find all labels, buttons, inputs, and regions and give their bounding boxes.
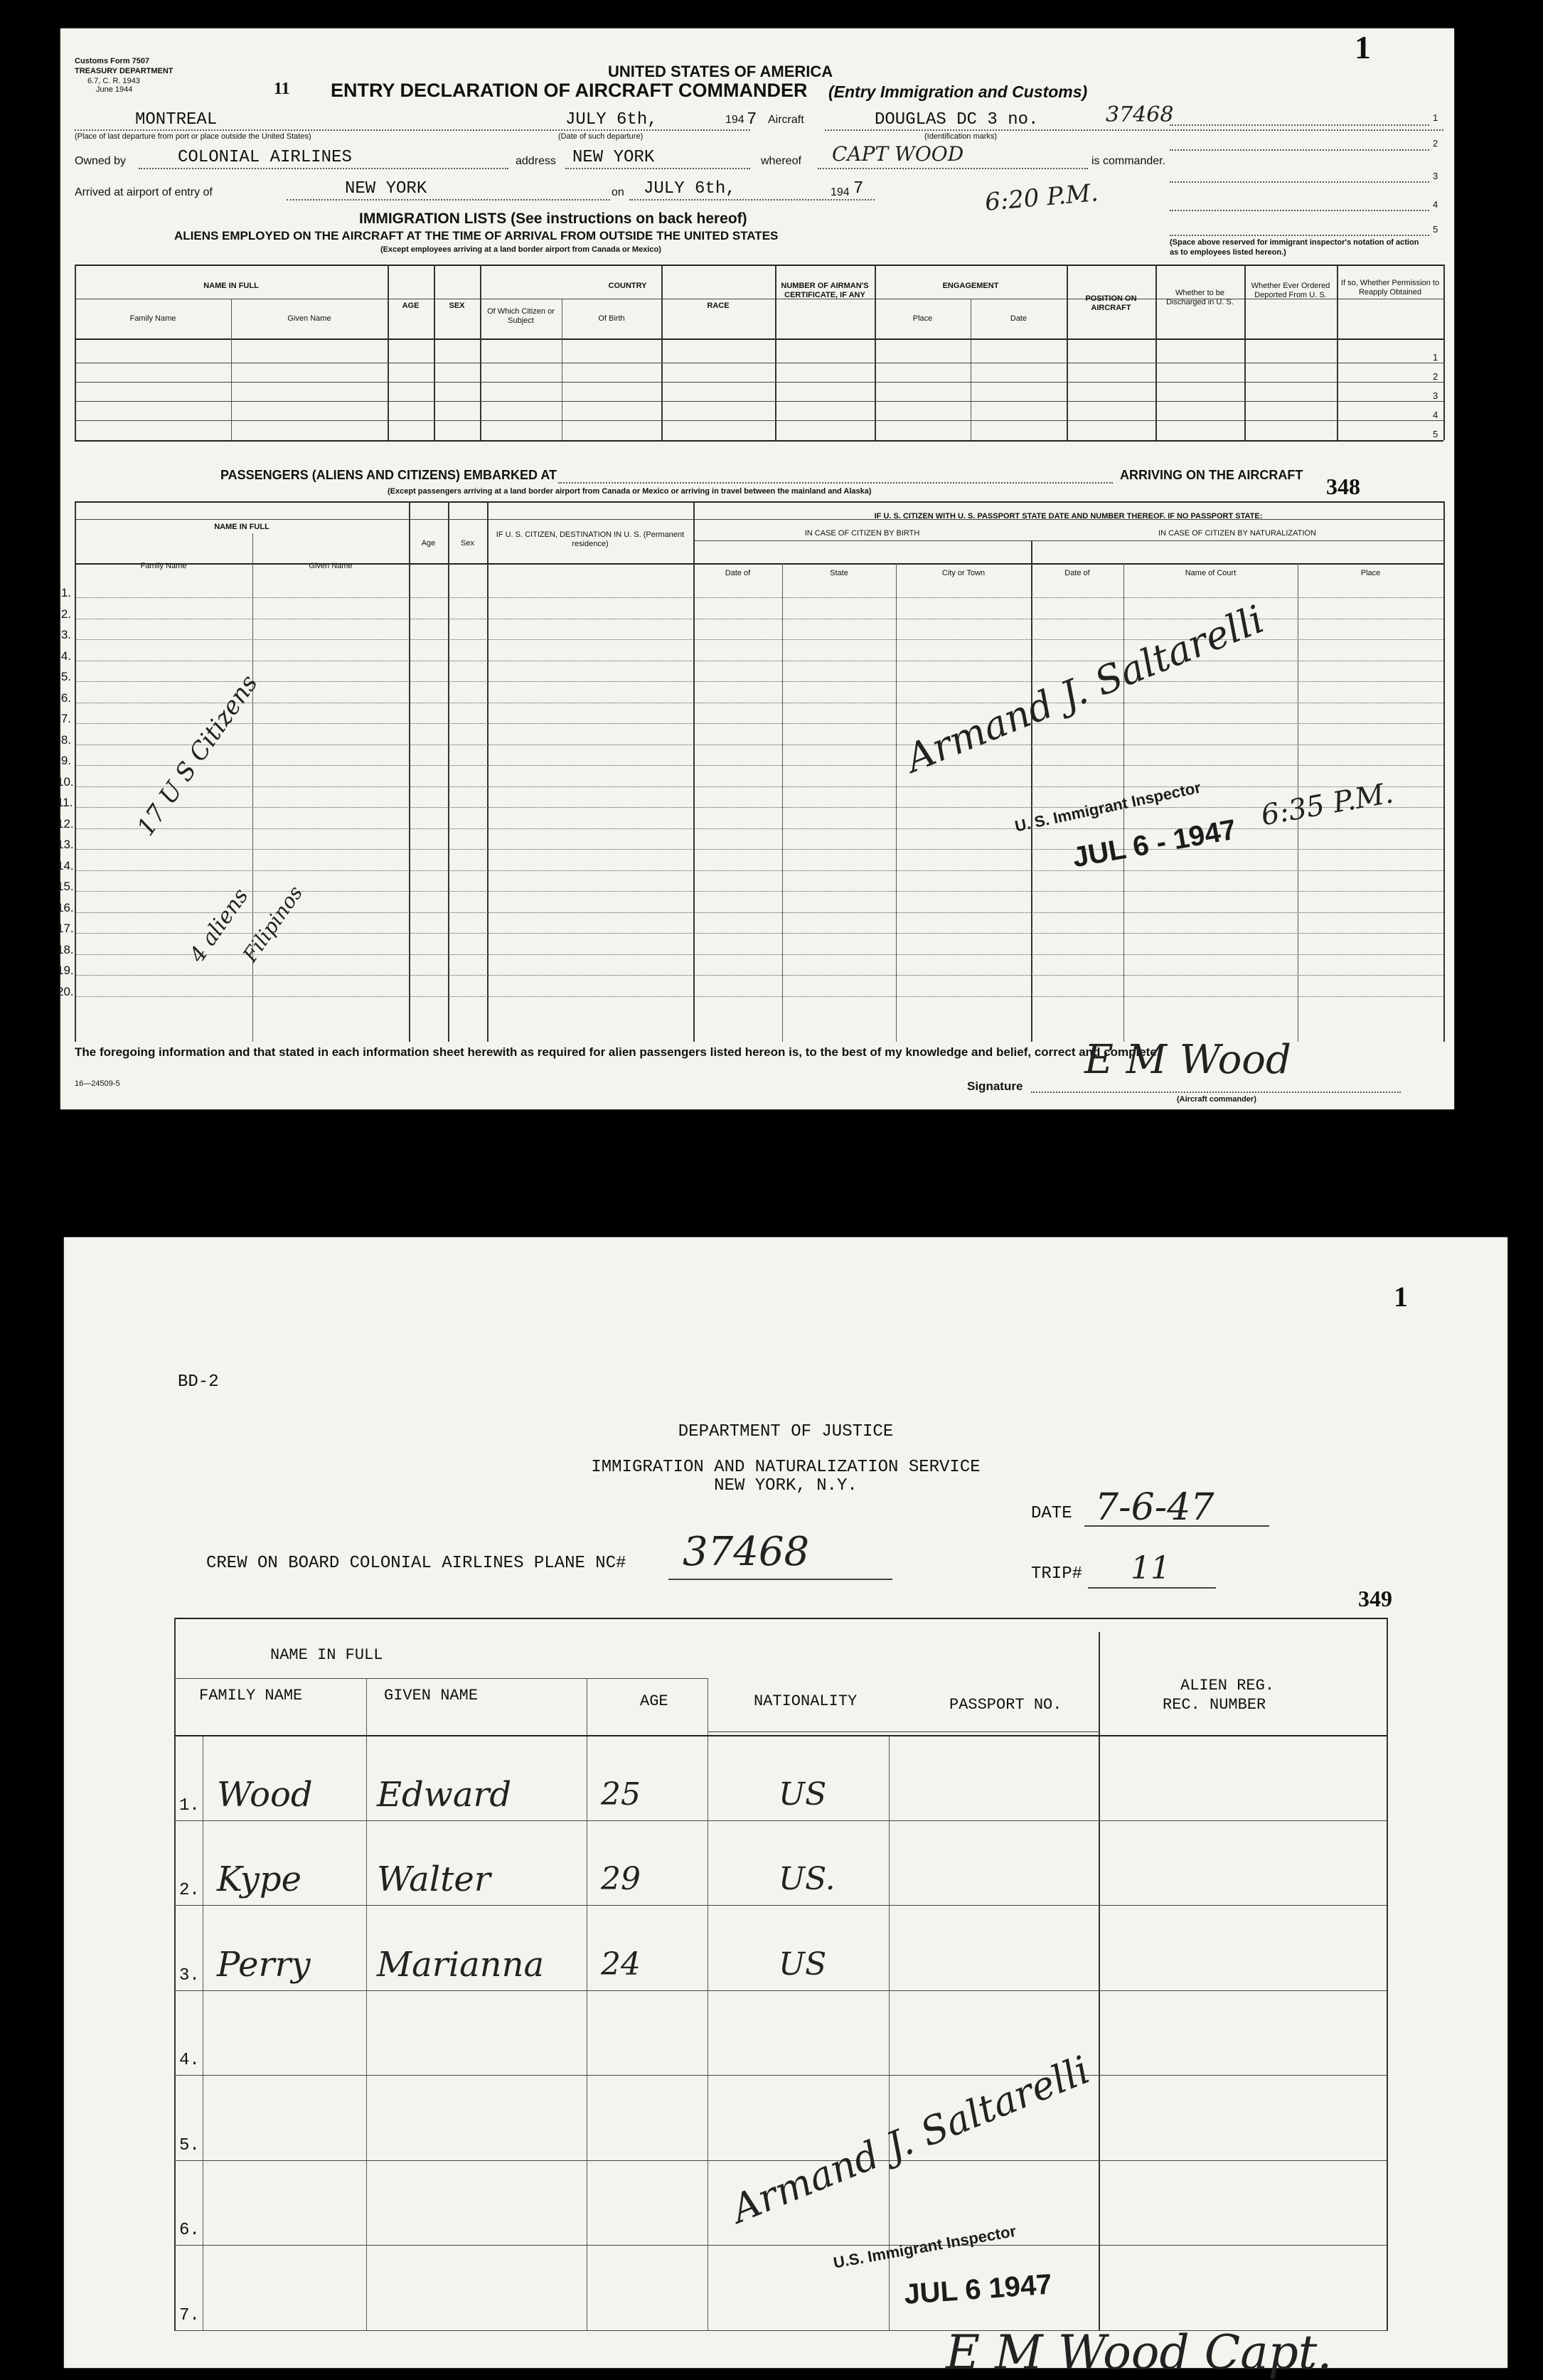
departure-year-prefix: 194 (725, 114, 744, 126)
crew-given-name: Edward (377, 1774, 512, 1815)
pass-header-by-naturalization: IN CASE OF CITIZEN BY NATURALIZATION (1158, 529, 1316, 538)
on-label: on (612, 186, 624, 198)
passenger-row-line (75, 996, 1443, 997)
passenger-row-line (75, 597, 1443, 598)
pass-header-date-of-2: Date of (1064, 569, 1090, 577)
commander-name: CAPT WOOD (832, 142, 964, 166)
date-label: DATE (1031, 1504, 1072, 1523)
crew-header-name: NAME IN FULL (203, 282, 259, 290)
passenger-row-number: 17. (57, 922, 74, 935)
crew-row-number: 4. (179, 2051, 200, 2070)
crew-row-5: 5 (1433, 429, 1438, 439)
captain-signature: E M Wood Capt. (946, 2325, 1333, 2380)
crew-header-race: RACE (707, 301, 730, 310)
crew-row-line (174, 2245, 1387, 2246)
declaration-text: The foregoing information and that stated in each information sheet herewith as required for alien passengers listed hereon is, to the best of my knowledge and belief, correct and complete. (75, 1045, 1160, 1059)
aliens-subnote: (Except employees arriving at a land border airport from Canada or Mexico) (380, 245, 661, 254)
address-label: address (516, 155, 556, 167)
passenger-row-number: 14. (57, 858, 74, 873)
aircraft-number: 37468 (1106, 102, 1174, 127)
passenger-row-number: 18. (57, 942, 74, 956)
crew-nationality: US (779, 1946, 827, 1983)
crew-age: 29 (601, 1861, 641, 1897)
crew-header-discharged: Whether to be Discharged in U. S. (1166, 289, 1234, 306)
owned-label: Owned by (75, 155, 127, 167)
crew-header-citizen: Of Which Citizen or Subject (487, 307, 555, 325)
date-value: 7-6-47 (1095, 1486, 1214, 1529)
pass-header-state: State (830, 569, 848, 577)
form-title: ENTRY DECLARATION OF AIRCRAFT COMMANDER (331, 80, 808, 101)
crew-age: 24 (601, 1946, 641, 1983)
passenger-row-number: 13. (57, 838, 74, 851)
address: NEW YORK (572, 148, 655, 167)
crew-header-given: Given Name (287, 314, 331, 323)
passengers-heading: PASSENGERS (ALIENS AND CITIZENS) EMBARKED AT (220, 468, 557, 482)
trip-value: 11 (1131, 1550, 1170, 1586)
departure-place: MONTREAL (135, 110, 218, 129)
whereof-label: whereof (761, 155, 801, 167)
pass-header-name: NAME IN FULL (214, 523, 269, 531)
passenger-row-number: 20. (57, 984, 74, 998)
commander-label: is commander. (1091, 155, 1166, 167)
crew-row-4: 4 (1433, 410, 1438, 420)
passenger-row-line (75, 975, 1443, 976)
arrival-date: JULY 6th, (644, 179, 736, 198)
header-age: AGE (640, 1692, 668, 1710)
passenger-row-number: 12. (57, 816, 74, 831)
passenger-row-number: 15. (57, 880, 74, 893)
side-note-filipinos: Filipinos (238, 881, 308, 966)
crew-given-name: Marianna (377, 1944, 545, 1985)
page-mark: 1 (1355, 29, 1371, 65)
departure-year: 7 (747, 110, 757, 129)
crew-row-number: 7. (179, 2305, 200, 2325)
pass-header-destination: IF U. S. CITIZEN, DESTINATION IN U. S. (Permanent residence) (496, 530, 685, 548)
entry-declaration-form (57, 28, 1454, 1109)
form-reg: 6.7, C. R. 1943 (87, 77, 140, 85)
page-mark-2: 1 (1394, 1281, 1408, 1313)
crew-header-position: POSITION ON AIRCRAFT (1085, 294, 1137, 312)
side-note-citizens: 17 U S Citizens (132, 669, 264, 841)
pass-header-city: City or Town (941, 569, 986, 577)
crew-given-name: Walter (377, 1859, 491, 1899)
immigration-heading: IMMIGRATION LISTS (See instructions on back hereof) (359, 210, 747, 227)
passenger-row-number: 3. (60, 628, 71, 641)
plane-number: 37468 (683, 1529, 810, 1575)
departure-place-note: (Place of last departure from port or place outside the United States) (75, 132, 311, 141)
crew-header-place: Place (912, 314, 933, 323)
passenger-row-line (75, 681, 1443, 682)
crew-header-sex: SEX (449, 301, 465, 310)
header-nationality: NATIONALITY (754, 1692, 858, 1710)
arrival-year: 7 (853, 179, 864, 198)
crew-header-age: AGE (402, 301, 420, 310)
crew-row-line (174, 1820, 1387, 1821)
aircraft-label: Aircraft (768, 114, 804, 126)
crew-header-deported: Whether Ever Ordered Deported From U. S. (1251, 282, 1330, 299)
header-name-in-full: NAME IN FULL (270, 1646, 383, 1664)
crew-row-number: 2. (179, 1881, 200, 1900)
passenger-row-number: 7. (60, 712, 71, 725)
arrival-year-prefix: 194 (831, 186, 850, 198)
stamp-date-2: JUL 6 1947 (903, 2268, 1053, 2310)
airport: NEW YORK (345, 179, 427, 198)
passenger-row-number: 9. (60, 754, 71, 767)
service: IMMIGRATION AND NATURALIZATION SERVICE (591, 1458, 981, 1477)
crew-row-line (174, 1990, 1387, 1991)
passenger-row-number: 10. (57, 774, 74, 789)
print-code: 16—24509-5 (75, 1079, 120, 1088)
form-dept: TREASURY DEPARTMENT (75, 67, 173, 75)
form-title-sub: (Entry Immigration and Customs) (828, 82, 1088, 101)
passenger-row-number: 2. (60, 607, 71, 621)
crew-nationality: US (779, 1776, 827, 1813)
passenger-row-number: 5. (60, 670, 71, 683)
passenger-row-line (75, 849, 1443, 850)
crew-row-1: 1 (1433, 352, 1438, 363)
crew-header-country: COUNTRY (608, 282, 647, 290)
crew-list-form (64, 1237, 1507, 2380)
inspector-title: U. S. Immigrant Inspector (1013, 778, 1202, 836)
crew-row-line (174, 2160, 1387, 2161)
pass-header-given: Given Name (309, 562, 353, 570)
crew-label: CREW ON BOARD COLONIAL AIRLINES PLANE NC# (206, 1554, 626, 1573)
signature-note: (Aircraft commander) (1177, 1095, 1256, 1104)
crew-row-line (174, 1905, 1387, 1906)
passenger-row-number: 4. (60, 649, 71, 663)
header-given-name: GIVEN NAME (384, 1687, 479, 1704)
crew-family-name: Perry (217, 1944, 311, 1985)
crew-header-date: Date (1010, 314, 1027, 323)
pass-header-age: Age (421, 539, 436, 548)
right-number-4: 4 (1433, 199, 1438, 210)
passengers-arriving: ARRIVING ON THE AIRCRAFT (1120, 468, 1303, 482)
right-number-2: 2 (1433, 138, 1438, 149)
pass-header-family: Family Name (140, 562, 187, 570)
passenger-row-number: 8. (60, 732, 71, 747)
passenger-row-number: 6. (60, 690, 71, 705)
inspector-title-2: U.S. Immigrant Inspector (832, 2221, 1018, 2272)
crew-row-line (174, 2075, 1387, 2076)
inspector-signature: Armand J. Saltarelli (899, 597, 1270, 781)
aircraft-note: (Identification marks) (924, 132, 998, 141)
crew-header-birth: Of Birth (598, 314, 625, 323)
trip-label: TRIP# (1031, 1564, 1083, 1584)
pass-header-place: Place (1360, 569, 1381, 577)
inspector-signature-2: Armand J. Saltarelli (725, 2047, 1096, 2232)
passenger-row-line (75, 723, 1443, 724)
passengers-subnote: (Except passengers arriving at a land border airport from Canada or Mexico or arriving in travel between the mainland and Alaska) (388, 487, 872, 496)
side-note-aliens: 4 aliens (185, 884, 254, 968)
form-number: 11 (274, 80, 290, 98)
arrival-time: 6:20 P.M. (983, 178, 1100, 217)
passenger-row-number: 11. (57, 796, 73, 809)
stamp-time: 6:35 P.M. (1259, 777, 1396, 833)
passenger-row-number: 1. (60, 586, 71, 599)
right-number-1: 1 (1433, 112, 1438, 123)
service-city: NEW YORK, N.Y. (714, 1476, 858, 1495)
header-rec-number: REC. NUMBER (1163, 1696, 1266, 1714)
passenger-row-line (75, 765, 1443, 766)
department: DEPARTMENT OF JUSTICE (678, 1422, 894, 1441)
crew-row-3: 3 (1433, 390, 1438, 401)
form-code: BD-2 (178, 1372, 219, 1392)
pass-header-sex: Sex (461, 539, 474, 548)
aircraft-type: DOUGLAS DC 3 no. (875, 110, 1039, 129)
crew-row-number: 3. (179, 1965, 200, 1985)
form-date-issued: June 1944 (96, 85, 133, 94)
crew-header-certificate: NUMBER OF AIRMAN'S CERTIFICATE, IF ANY (781, 282, 869, 299)
pass-header-passport: IF U. S. CITIZEN WITH U. S. PASSPORT STATE DATE AND NUMBER THEREOF. IF NO PASSPORT STATE: (874, 512, 1263, 521)
departure-date-note: (Date of such departure) (558, 132, 644, 141)
crew-row-2: 2 (1433, 371, 1438, 382)
crew-family-name: Kype (217, 1859, 302, 1899)
passenger-row-line (75, 786, 1443, 787)
stamp-number-349: 349 (1358, 1586, 1392, 1611)
passenger-row-line (75, 870, 1443, 871)
stamp-date-1: JUL 6 - 1947 (1070, 813, 1239, 874)
space-note: (Space above reserved for immigrant inspector's notation of action as to employees listed hereon.) (1170, 238, 1419, 257)
crew-family-name: Wood (217, 1774, 313, 1815)
form-id: Customs Form 7507 (75, 57, 150, 65)
passenger-row-number: 19. (57, 964, 74, 977)
pass-header-date-of: Date of (725, 569, 751, 577)
passenger-row-line (75, 807, 1443, 808)
crew-age: 25 (601, 1776, 641, 1813)
departure-date: JULY 6th, (565, 110, 658, 129)
crew-header-family: Family Name (129, 314, 176, 323)
crew-row-number: 1. (179, 1795, 200, 1815)
crew-nationality: US. (779, 1861, 835, 1897)
signature-label: Signature (967, 1079, 1023, 1093)
pass-header-court: Name of Court (1185, 569, 1237, 577)
crew-row-number: 5. (179, 2135, 200, 2155)
crew-row-number: 6. (179, 2221, 200, 2240)
passenger-row-line (75, 954, 1443, 955)
arrived-label: Arrived at airport of entry of (75, 186, 213, 198)
country-heading: UNITED STATES OF AMERICA (608, 63, 833, 80)
right-number-3: 3 (1433, 171, 1438, 181)
commander-signature: E M Wood (1084, 1037, 1291, 1083)
pass-header-by-birth: IN CASE OF CITIZEN BY BIRTH (804, 529, 920, 538)
header-alien-reg: ALIEN REG. (1180, 1677, 1275, 1695)
crew-header-engagement: ENGAGEMENT (942, 282, 999, 290)
header-family-name: FAMILY NAME (199, 1687, 303, 1704)
owner: COLONIAL AIRLINES (178, 148, 352, 167)
stamp-number-348: 348 (1326, 474, 1360, 499)
passenger-row-line (75, 828, 1443, 829)
right-number-5: 5 (1433, 224, 1438, 235)
aliens-heading: ALIENS EMPLOYED ON THE AIRCRAFT AT THE TIME OF ARRIVAL FROM OUTSIDE THE UNITED STATES (174, 229, 779, 242)
crew-header-reapply: If so, Whether Permission to Reapply Obtained (1340, 279, 1440, 297)
header-passport: PASSPORT NO. (949, 1696, 1062, 1714)
passenger-row-number: 16. (57, 900, 74, 914)
